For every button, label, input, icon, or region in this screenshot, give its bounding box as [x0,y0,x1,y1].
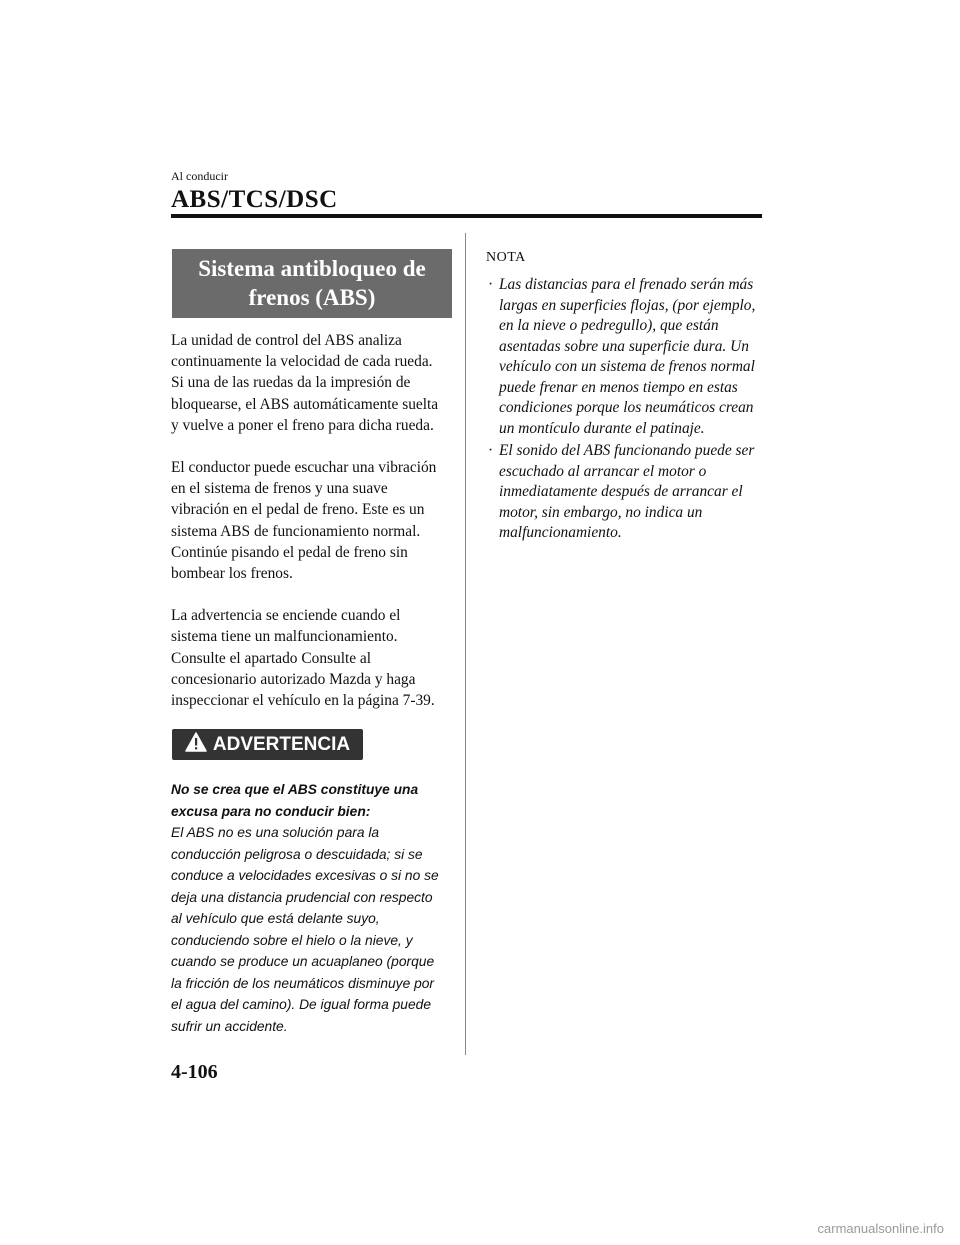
page-number: 4-106 [171,1061,218,1083]
note-item [486,441,761,544]
warning-label-box [172,729,363,760]
warning-heading: No se crea que el ABS constituye una excusa para no conducir bien: [171,782,419,819]
note-item [486,275,761,439]
left-column [171,249,446,1037]
paragraph: El conductor puede escuchar una vibración en el sistema de frenos y una suave vibración en el pedal de freno. Este es un sistema ABS de funcionamiento normal. Continúe pisando el pedal de freno sin bombear los frenos. [171,459,437,583]
right-column [486,250,761,546]
warning-text [171,779,446,1037]
warning-triangle-icon [185,732,207,758]
watermark: carmanualsonline.info [817,1221,944,1236]
note-label: NOTA [486,250,526,265]
note-list [486,275,761,544]
section-label: Al conducir [171,169,228,183]
warning-body: El ABS no es una solución para la conducción peligrosa o descuidada; si se conduce a velocidades excesivas o si no se deja una distancia prudencial con respecto al vehículo que está delante suyo, conduciendo sobre el hielo o la nieve, y cuando se produce un acuaplaneo (porque la fricción de los neumáticos disminuye por el agua del camino). De igual forma puede sufrir un accidente. [171,825,439,1034]
note-text: Las distancias para el frenado serán más largas en superficies flojas, (por ejemplo, en la nieve o pedregullo), que están asentadas sobre una superficie dura. Un vehículo con un sistema de frenos normal puede frenar en menos tiempo en estas condiciones porque los neumáticos crean un montículo durante el patinaje. [499,276,756,437]
paragraph: La advertencia se enciende cuando el sistema tiene un malfuncionamiento. Consulte el apartado Consulte al concesionario autorizado Mazda y haga inspeccionar el vehículo en la página 7-39. [171,607,435,710]
paragraph: La unidad de control del ABS analiza continuamente la velocidad de cada rueda. Si una de las ruedas da la impresión de bloquearse, el ABS automáticamente suelta y vuelve a poner el freno para dicha rueda. [171,332,439,434]
bullet-icon: · [488,276,494,293]
section-banner: Sistema antibloqueo de frenos (ABS) [172,249,452,318]
page-title: ABS/TCS/DSC [171,186,338,213]
column-divider [465,233,466,1055]
warning-label: ADVERTENCIA [212,733,351,755]
bullet-icon: · [488,442,494,459]
note-text: El sonido del ABS funcionando puede ser escuchado al arrancar el motor o inmediatamente después de arrancar el motor, sin embargo, no indica un malfuncionamiento. [499,442,755,541]
header-divider [171,214,762,218]
